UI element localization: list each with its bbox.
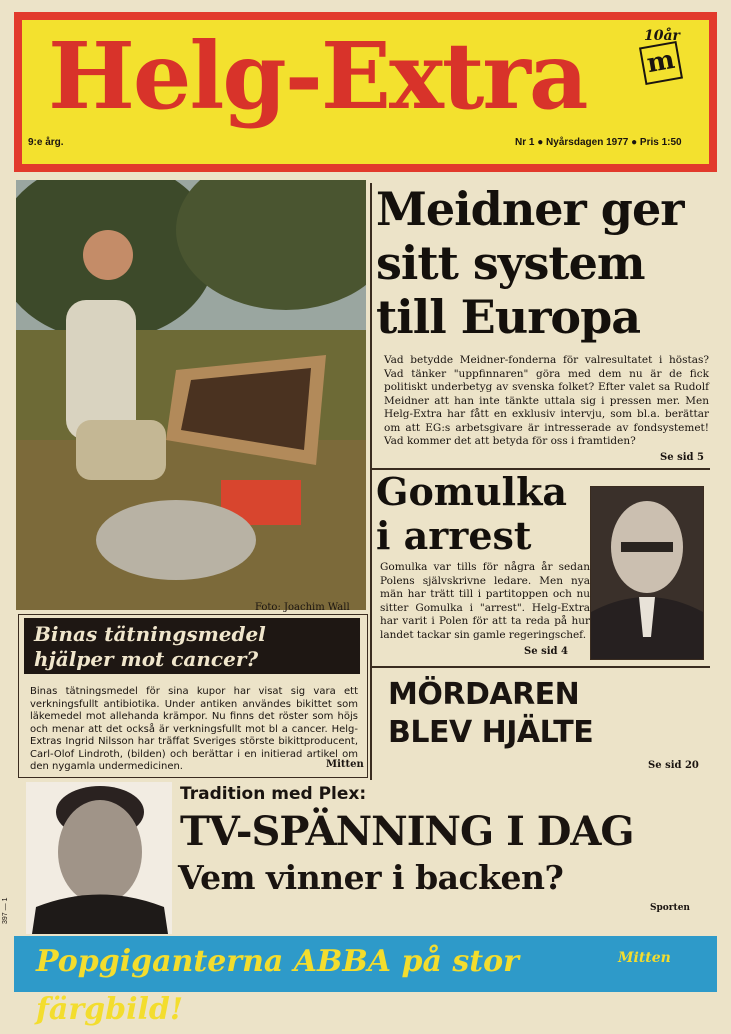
meidner-headline (376, 182, 716, 344)
logo-text: 10år (644, 28, 680, 44)
gomulka-portrait-illustration (591, 487, 703, 659)
issue-line: Nr 1 ● Nyårsdagen 1977 ● Pris 1:50 (515, 137, 682, 148)
edition-label: 9:e årg. (28, 137, 64, 148)
beekeeper-photo-illustration (16, 180, 366, 610)
logo-mark: m (639, 41, 683, 85)
gomulka-body: Gomulka var tills för några år sedan Polens självskrivne ledare. Men nya män har trätt till i partitoppen och nu sitter Gomulka i "arrest". Helg-Extra har varit i Polen för att ta reda på hur landet tackar sin gamle regeringschef. (380, 561, 590, 641)
lead-photo (16, 180, 366, 610)
meidner-body: Vad betydde Meidner-fonderna för valresultatet i höstas? Vad tänker "uppfinnaren" göra med dem nu är de fick politiskt underbetyg av svenska folket? Efter valet sa Rudolf Meidner att han inte tänkte uttala sig i pressen mer. Men Helg-Extra har fått en exklusiv intervju, som bl.a. berättar om att EG:s arbetsgivare är intresserade av fondsystemet! Vad kommer det att betyda för oss i framtiden? (384, 354, 709, 447)
mordaren-headline (388, 676, 708, 752)
binas-body: Binas tätningsmedel för sina kupor har visat sig vara ett verkningsfullt antibiotika. Under antiken användes bikittet som läkemedel mot allehanda krämpor. Nu finns det röster som höjs och menar att det också är verkningsfullt mot bl a cancer. Helg-Extras Ingrid Nilsson har träffat Sveriges störste bikittproducent, Carl-Olof Lindroth, (bilden) och berättar i en initierad artikel om den nygamla undermedicinen. (30, 686, 358, 772)
binas-headline (34, 622, 354, 672)
photo-credit: Foto: Joachim Wall (255, 602, 350, 613)
tv-subhead: Vem vinner i backen? (178, 858, 564, 897)
meidner-headline-line: till Europa (376, 290, 641, 344)
gomulka-headline-line: Gomulka (376, 469, 568, 514)
tv-page-ref: Sporten (650, 903, 690, 913)
mordaren-headline-line: MÖRDAREN (388, 677, 580, 712)
binas-page-ref: Mitten (326, 759, 364, 770)
abba-page-ref: Mitten (618, 950, 671, 966)
meidner-headline-line: Meidner ger (376, 182, 684, 236)
tv-portrait (26, 782, 172, 934)
gomulka-page-ref: Se sid 4 (524, 646, 568, 657)
anniversary-logo (634, 28, 690, 86)
meidner-headline-line: sitt system (376, 236, 645, 290)
mordaren-headline-line: BLEV HJÄLTE (388, 715, 594, 750)
gomulka-headline-line: i arrest (376, 513, 532, 558)
gomulka-portrait (590, 486, 704, 660)
side-code: 397 — 1 (2, 897, 9, 924)
tv-portrait-illustration (26, 782, 172, 934)
abba-headline: Popgiganterna ABBA på stor färgbild! (36, 944, 519, 1027)
binas-headline-line: Binas tätningsmedel (34, 622, 266, 646)
tv-kicker: Tradition med Plex: (180, 784, 367, 804)
meidner-page-ref: Se sid 5 (660, 452, 704, 463)
gomulka-headline (376, 470, 567, 558)
mordaren-page-ref: Se sid 20 (648, 760, 699, 771)
binas-headline-line: hjälper mot cancer? (34, 647, 259, 671)
masthead-title: Helg-Extra (48, 22, 587, 130)
tv-headline: TV-SPÄNNING I DAG (180, 808, 634, 855)
